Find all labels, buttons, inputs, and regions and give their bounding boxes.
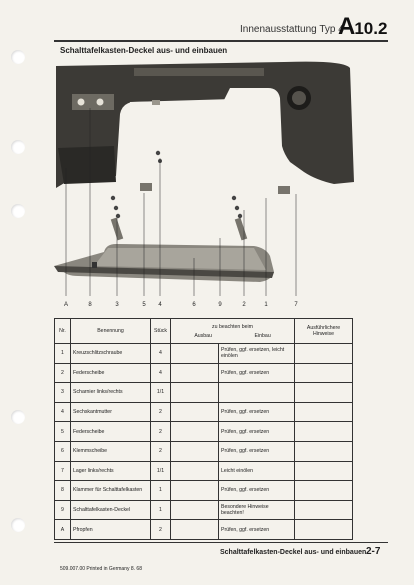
callout-7: 7	[294, 302, 298, 308]
table-row	[55, 520, 353, 540]
cell-install: Prüfen, ggf. ersetzen	[219, 402, 295, 422]
cell-name: Klemmscheibe	[71, 441, 151, 461]
cell-qty: 1	[151, 481, 171, 501]
hinge-bracket-icon	[278, 186, 290, 194]
cell-removal	[171, 500, 219, 520]
page-number: 2-7	[366, 546, 381, 557]
cell-removal	[171, 402, 219, 422]
cell-nr: 5	[55, 422, 71, 442]
col-header-notes: zu beachten beim Ausbau Einbau	[171, 319, 295, 344]
cell-extra	[295, 422, 353, 442]
binder-hole	[11, 140, 25, 154]
cell-qty: 2	[151, 402, 171, 422]
hinge-right-icon	[235, 218, 248, 241]
cell-removal	[171, 344, 219, 364]
cell-install	[219, 383, 295, 403]
cell-nr: 7	[55, 461, 71, 481]
cell-removal	[171, 441, 219, 461]
cell-qty: 1	[151, 500, 171, 520]
table-row	[55, 402, 353, 422]
cell-removal	[171, 461, 219, 481]
cell-qty: 1/1	[151, 461, 171, 481]
clip-icon	[92, 262, 97, 268]
cell-name: Klammer für Schalttafelkasten	[71, 481, 151, 501]
callout-2: 2	[242, 302, 246, 308]
table-row	[55, 500, 353, 520]
dashboard-glovebox-illustration	[54, 58, 354, 313]
cell-install: Leicht einölen	[219, 461, 295, 481]
cell-extra	[295, 363, 353, 383]
cell-name: Federscheibe	[71, 363, 151, 383]
page-title: Schalttafelkasten-Deckel aus- und einbauen	[60, 46, 228, 55]
section-label: Innenausstattung Typ 4	[240, 24, 344, 35]
col-header-qty: Stück	[151, 319, 171, 344]
table-row	[55, 422, 353, 442]
cell-removal	[171, 363, 219, 383]
table-body	[55, 344, 353, 540]
cell-install: Prüfen, ggf. ersetzen	[219, 441, 295, 461]
table-row	[55, 383, 353, 403]
footer-title: Schalttafelkasten-Deckel aus- und einbauen	[220, 549, 367, 556]
parts-table	[54, 318, 353, 540]
cell-name: Pfropfen	[71, 520, 151, 540]
screw-icon	[111, 196, 115, 200]
callout-4: 4	[158, 302, 162, 308]
cell-nr: 2	[55, 363, 71, 383]
callout-3: 3	[115, 302, 119, 308]
cell-extra	[295, 500, 353, 520]
cell-name: Lager links/rechts	[71, 461, 151, 481]
cell-removal	[171, 520, 219, 540]
table-row	[55, 461, 353, 481]
cell-nr: 8	[55, 481, 71, 501]
cell-extra	[295, 344, 353, 364]
col-header-removal: Ausbau	[194, 332, 212, 339]
cell-install: Prüfen, ggf. ersetzen	[219, 520, 295, 540]
header-rule	[54, 40, 388, 42]
col-header-name: Benennung	[71, 319, 151, 344]
cell-removal	[171, 422, 219, 442]
dashboard-knob-icon	[97, 99, 104, 106]
footer-rule	[54, 542, 388, 543]
cell-qty: 1/1	[151, 383, 171, 403]
cell-install: Prüfen, ggf. ersetzen	[219, 422, 295, 442]
table-row	[55, 344, 353, 364]
cell-install: Prüfen, ggf. ersetzen, leicht einölen	[219, 344, 295, 364]
callout-8: 8	[88, 302, 92, 308]
binder-hole	[11, 204, 25, 218]
cell-removal	[171, 481, 219, 501]
screw-icon	[232, 196, 236, 200]
cell-qty: 2	[151, 422, 171, 442]
cell-name: Scharnier links/rechts	[71, 383, 151, 403]
cell-extra	[295, 481, 353, 501]
nut-icon	[156, 151, 160, 155]
cell-qty: 4	[151, 363, 171, 383]
cell-name: Kreuzschlitzschraube	[71, 344, 151, 364]
cell-qty: 4	[151, 344, 171, 364]
table-row	[55, 441, 353, 461]
cell-install: Besondere Hinweise beachten!	[219, 500, 295, 520]
dashboard-knob-icon	[78, 99, 85, 106]
cell-extra	[295, 383, 353, 403]
cell-nr: 1	[55, 344, 71, 364]
col-header-nr: Nr.	[55, 319, 71, 344]
callout-1: 1	[264, 302, 268, 308]
col-header-install: Einbau	[254, 332, 271, 339]
print-info: 509.007.00 Printed in Germany 8. 68	[60, 566, 142, 572]
cell-extra	[295, 402, 353, 422]
cell-qty: 2	[151, 441, 171, 461]
cell-name: Federscheibe	[71, 422, 151, 442]
col-header-extra: Ausführlichere Hinweise	[295, 319, 353, 344]
table-row	[55, 363, 353, 383]
cell-nr: 3	[55, 383, 71, 403]
cell-qty: 2	[151, 520, 171, 540]
binder-hole	[11, 518, 25, 532]
cell-install: Prüfen, ggf. ersetzen	[219, 481, 295, 501]
cell-extra	[295, 520, 353, 540]
cell-nr: A	[55, 520, 71, 540]
cell-nr: 6	[55, 441, 71, 461]
cell-removal	[171, 383, 219, 403]
cell-extra	[295, 441, 353, 461]
section-code: A10.2	[338, 13, 388, 40]
hinge-bracket-icon	[140, 183, 152, 191]
binder-hole	[11, 410, 25, 424]
cell-install: Prüfen, ggf. ersetzen	[219, 363, 295, 383]
table-row	[55, 481, 353, 501]
cell-nr: 9	[55, 500, 71, 520]
callout-5: 5	[142, 302, 146, 308]
callout-9: 9	[218, 302, 222, 308]
callout-6: 6	[192, 302, 196, 308]
cell-name: Sechskantmutter	[71, 402, 151, 422]
callout-A: A	[63, 302, 69, 308]
binder-hole	[11, 50, 25, 64]
cell-name: Schalttafelkasten-Deckel	[71, 500, 151, 520]
cell-nr: 4	[55, 402, 71, 422]
cell-extra	[295, 461, 353, 481]
table-header-row	[55, 319, 353, 344]
